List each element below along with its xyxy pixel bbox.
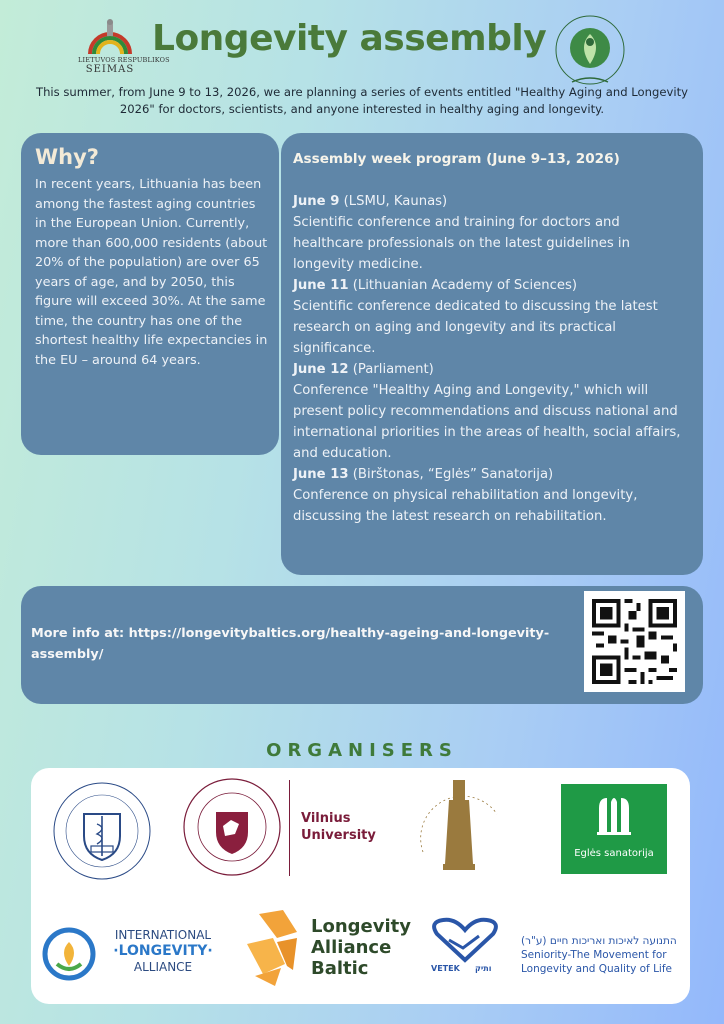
seimas-logo	[78, 18, 170, 80]
seimas-emblem-icon	[85, 18, 135, 56]
day-date: June 12	[293, 362, 349, 377]
seniority-line2: Seniority-The Movement for	[521, 949, 667, 961]
day-description: Conference "Healthy Aging and Longevity," which will present policy recommendations and discuss national and international priorities in the areas of health, social affairs, and education.	[293, 383, 681, 461]
lab-line3: Baltic	[311, 958, 369, 979]
day-place: (Parliament)	[348, 362, 434, 377]
lab-emblem-icon	[241, 908, 301, 988]
vu-line2: University	[301, 828, 376, 843]
seimas-line1: LIETUVOS RESPUBLIKOS	[78, 56, 170, 64]
lab-label	[311, 916, 411, 979]
program-title: Assembly week program (June 9–13, 2026)	[293, 151, 620, 167]
lab-logo	[241, 908, 301, 988]
egles-tree-icon	[561, 784, 667, 844]
lab-line1: Longevity	[311, 916, 411, 937]
page-title: Longevity assembly	[152, 18, 547, 59]
assembly-logo	[552, 12, 628, 88]
ila-line3: ALLIANCE	[133, 960, 193, 974]
organisers-title: ORGANISERS	[266, 740, 458, 761]
seniority-hebrew: התנועה לאיכות ואריכות חיים (ע"ר)	[521, 935, 677, 947]
academy-logo	[403, 774, 517, 884]
day-place: (Birštonas, “Eglės” Sanatorija)	[348, 467, 554, 482]
why-panel	[21, 133, 279, 455]
program-day	[293, 275, 689, 359]
program-day	[293, 191, 689, 275]
day-date: June 11	[293, 278, 349, 293]
heart-handshake-icon	[429, 916, 501, 964]
qr-code[interactable]	[584, 591, 685, 692]
vu-emblem-icon	[181, 776, 283, 878]
why-text: In recent years, Lithuania has been among the fastest aging countries in the European Union. Currently, more than 600,000 residents (about 20% of the population) are over 65 years of age, and by 2050, this figure will exceed 30%. At the same time, the country has one of the shortest healthy life expectancies in the EU – around 64 years.	[35, 177, 268, 368]
day-description: Scientific conference dedicated to discussing the latest research on aging and longevity and its practical significance.	[293, 299, 658, 356]
info-panel	[21, 586, 703, 704]
seimas-line2: SEIMAS	[85, 64, 135, 75]
day-date: June 13	[293, 467, 349, 482]
program-panel	[281, 133, 703, 575]
program-day	[293, 464, 689, 527]
ila-emblem-icon	[41, 926, 97, 982]
vetek-hebrew-label: ותיק	[475, 964, 492, 973]
vetek-logo	[429, 916, 501, 980]
seniority-line3: Longevity and Quality of Life	[521, 963, 672, 975]
more-info-link[interactable]: More info at: https://longevitybaltics.org/healthy-ageing-and-longevity-assembly/	[31, 626, 550, 662]
day-place: (LSMU, Kaunas)	[339, 194, 448, 209]
egles-logo	[561, 784, 667, 874]
ila-line2: ·LONGEVITY·	[113, 943, 213, 959]
ila-logo	[41, 926, 97, 982]
vu-label	[301, 810, 376, 844]
why-title: Why?	[35, 145, 99, 169]
academy-emblem-icon	[403, 774, 517, 884]
qr-code-icon	[584, 591, 685, 692]
egles-label: Eglės sanatorija	[574, 848, 654, 859]
lsmu-emblem-icon	[51, 780, 153, 882]
ila-label	[103, 928, 223, 975]
organisers-panel	[31, 768, 690, 1004]
day-description: Scientific conference and training for doctors and healthcare professionals on the latest guidelines in longevity medicine.	[293, 215, 630, 272]
intro-text: This summer, from June 9 to 13, 2026, we are planning a series of events entitled "Healthy Aging and Longevity 2026" for doctors, scientists, and anyone interested in healthy aging and longevity.	[36, 85, 688, 116]
lsmu-logo	[51, 780, 153, 882]
day-date: June 9	[293, 194, 340, 209]
day-description: Conference on physical rehabilitation and longevity, discussing the latest research on rehabilitation.	[293, 488, 638, 524]
ila-line1: INTERNATIONAL	[114, 928, 212, 942]
program-list	[293, 191, 689, 527]
vu-divider	[289, 780, 290, 876]
vetek-label: VETEK	[431, 964, 460, 973]
vu-line1: Vilnius	[301, 811, 351, 826]
vu-logo	[181, 776, 283, 878]
lab-line2: Alliance	[311, 937, 392, 958]
program-day	[293, 359, 689, 464]
seniority-label	[521, 934, 687, 976]
assembly-emblem-icon	[552, 12, 628, 88]
day-place: (Lithuanian Academy of Sciences)	[348, 278, 578, 293]
